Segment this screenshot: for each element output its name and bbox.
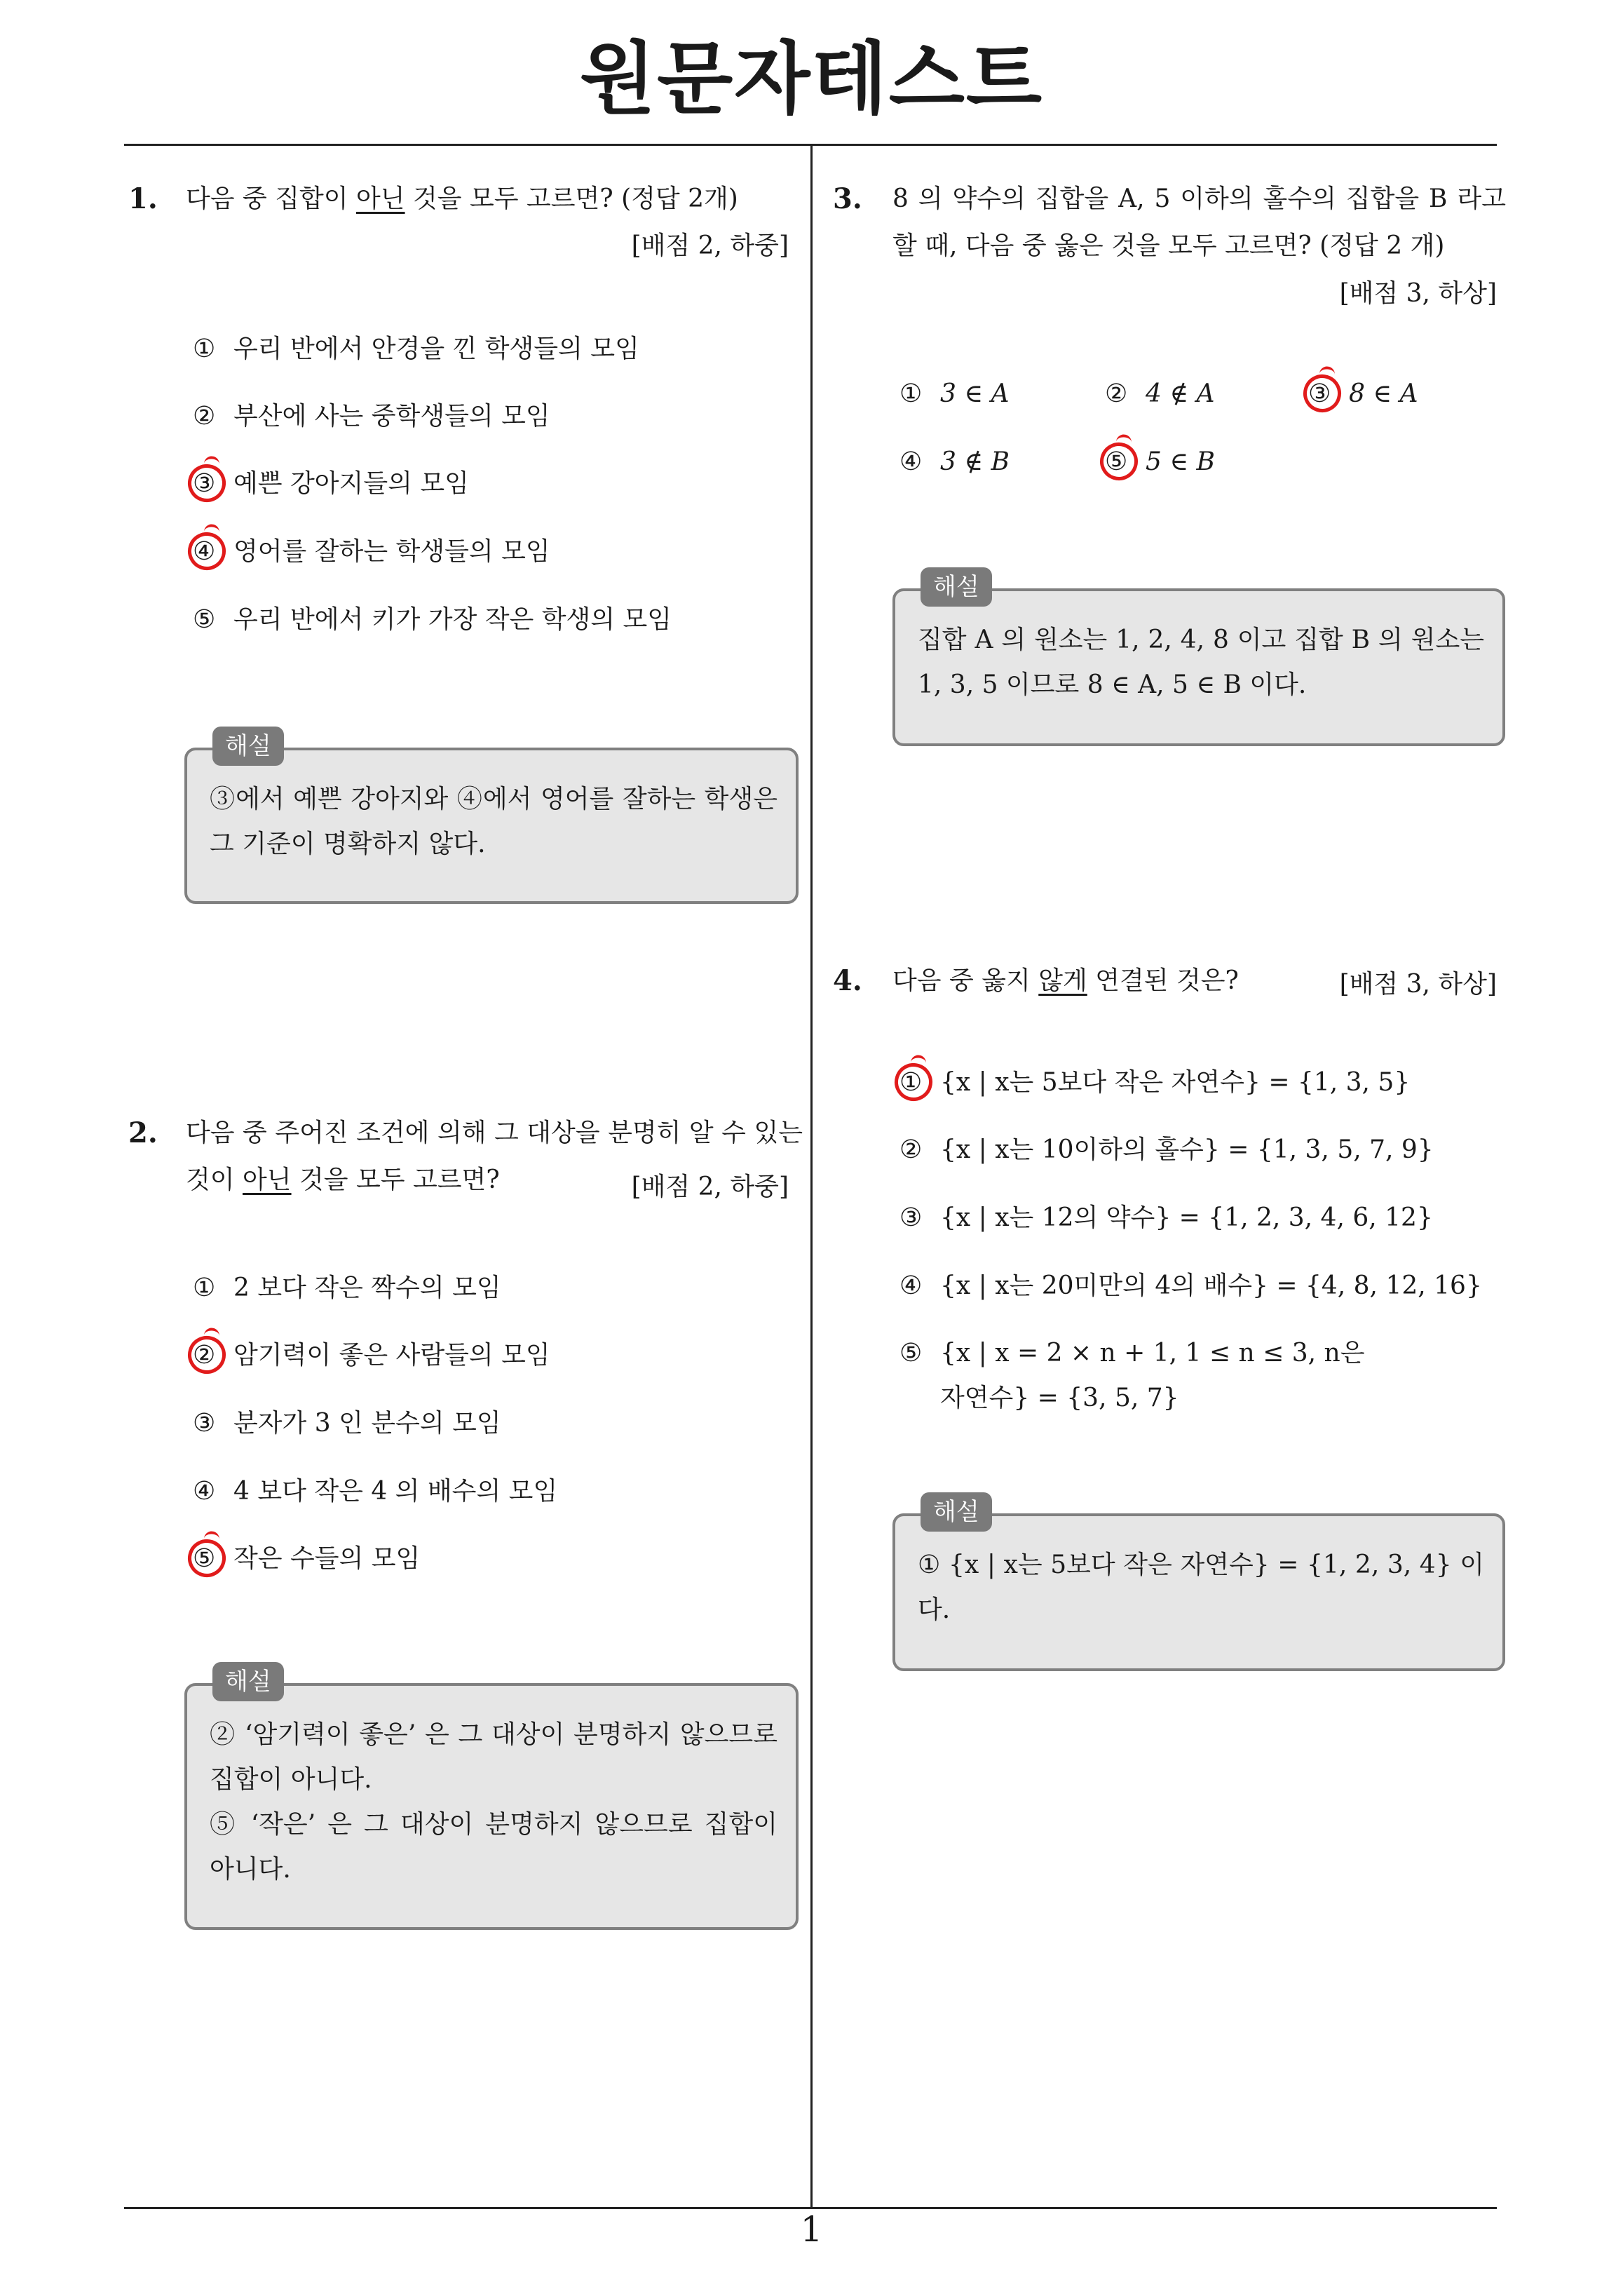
choice-1[interactable]: ① 우리 반에서 안경을 낀 학생들의 모임 — [193, 335, 639, 363]
solution-box — [892, 588, 1505, 746]
choice-3[interactable]: ③ 예쁜 강아지들의 모임 — [193, 469, 469, 498]
choice-5[interactable]: ⑤ 5 ∈ B — [1105, 447, 1215, 476]
solution-box — [892, 1513, 1505, 1671]
choice-3[interactable]: ③ 분자가 3 인 분수의 모임 — [193, 1409, 501, 1438]
choice-5[interactable]: ⑤ 작은 수들의 모임 — [193, 1544, 421, 1573]
solution-text: 집합 A 의 원소는 1, 2, 4, 8 이고 집합 B 의 원소는 1, 3, 5 이므로 8 ∈ A, 5 ∈ B 이다. — [918, 626, 1484, 699]
choice-4[interactable]: ④ {x | x는 20미만의 4의 배수} = {4, 8, 12, 16} — [899, 1271, 1482, 1300]
page-title: 원문자테스트 — [579, 34, 1044, 125]
choice-5[interactable]: ⑤ 우리 반에서 키가 가장 작은 학생의 모임 — [193, 605, 672, 634]
solution-text: ③에서 예쁜 강아지와 ④에서 영어를 잘하는 학생은 그 기준이 명확하지 않다. — [210, 785, 777, 858]
score-label: [배점 2, 하중] — [631, 231, 789, 260]
solution-tag: 해설 — [921, 567, 992, 607]
score-label: [배점 3, 하상] — [1339, 279, 1497, 308]
solution-text: ② ‘암기력이 좋은’ 은 그 대상이 분명하지 않으므로 집합이 아니다. ⑤ ‘작은’ 은 그 대상이 분명하지 않으므로 집합이 아니다. — [210, 1720, 777, 1884]
question-text: 다음 중 집합이 아닌 것을 모두 고르면? (정답 2개) — [186, 184, 738, 213]
choice-4[interactable]: ④ 영어를 잘하는 학생들의 모임 — [193, 537, 550, 566]
page-number: 1 — [800, 2209, 823, 2250]
solution-tag: 해설 — [212, 1662, 284, 1701]
choice-2[interactable]: ② {x | x는 10이하의 홀수} = {1, 3, 5, 7, 9} — [899, 1135, 1434, 1164]
solution-box — [184, 1683, 799, 1930]
question-number: 2. — [128, 1116, 158, 1149]
choice-2[interactable]: ② 암기력이 좋은 사람들의 모임 — [193, 1341, 550, 1370]
choice-4[interactable]: ④ 4 보다 작은 4 의 배수의 모임 — [193, 1477, 558, 1506]
question-text: 8 의 약수의 집합을 A, 5 이하의 홀수의 집합을 B 라고 할 때, 다음 중 옳은 것을 모두 고르면? (정답 2 개) — [892, 184, 1506, 260]
question-number: 3. — [833, 182, 862, 215]
choice-5[interactable]: ⑤ {x | x = 2 × n + 1, 1 ≤ n ≤ 3, n은 자연수} = {3, 5, 7} — [899, 1339, 1365, 1412]
solution-tag: 해설 — [212, 727, 284, 766]
question-number: 1. — [128, 182, 158, 215]
question-number: 4. — [833, 964, 862, 997]
question-text: 다음 중 주어진 조건에 의해 그 대상을 분명히 알 수 있는 것이 아닌 것을 모두 고르면? — [186, 1119, 803, 1194]
solution-text: ① {x | x는 5보다 작은 자연수} = {1, 2, 3, 4} 이다. — [918, 1551, 1484, 1624]
choice-3[interactable]: ③ 8 ∈ A — [1308, 379, 1418, 408]
choice-1[interactable]: ① 3 ∈ A — [899, 379, 1010, 408]
choice-2[interactable]: ② 부산에 사는 중학생들의 모임 — [193, 402, 550, 431]
choice-1[interactable]: ① {x | x는 5보다 작은 자연수} = {1, 3, 5} — [899, 1068, 1411, 1097]
question-text: 다음 중 옳지 않게 연결된 것은? — [892, 966, 1239, 995]
choice-3[interactable]: ③ {x | x는 12의 약수} = {1, 2, 3, 4, 6, 12} — [899, 1203, 1433, 1232]
solution-tag: 해설 — [921, 1492, 992, 1532]
column-divider — [810, 145, 813, 2207]
solution-box — [184, 748, 799, 904]
score-label: [배점 2, 하중] — [631, 1173, 789, 1201]
choice-1[interactable]: ① 2 보다 작은 짝수의 모임 — [193, 1274, 501, 1302]
score-label: [배점 3, 하상] — [1339, 970, 1497, 999]
choice-2[interactable]: ② 4 ∉ A — [1105, 379, 1215, 408]
choice-4[interactable]: ④ 3 ∉ B — [899, 447, 1010, 476]
